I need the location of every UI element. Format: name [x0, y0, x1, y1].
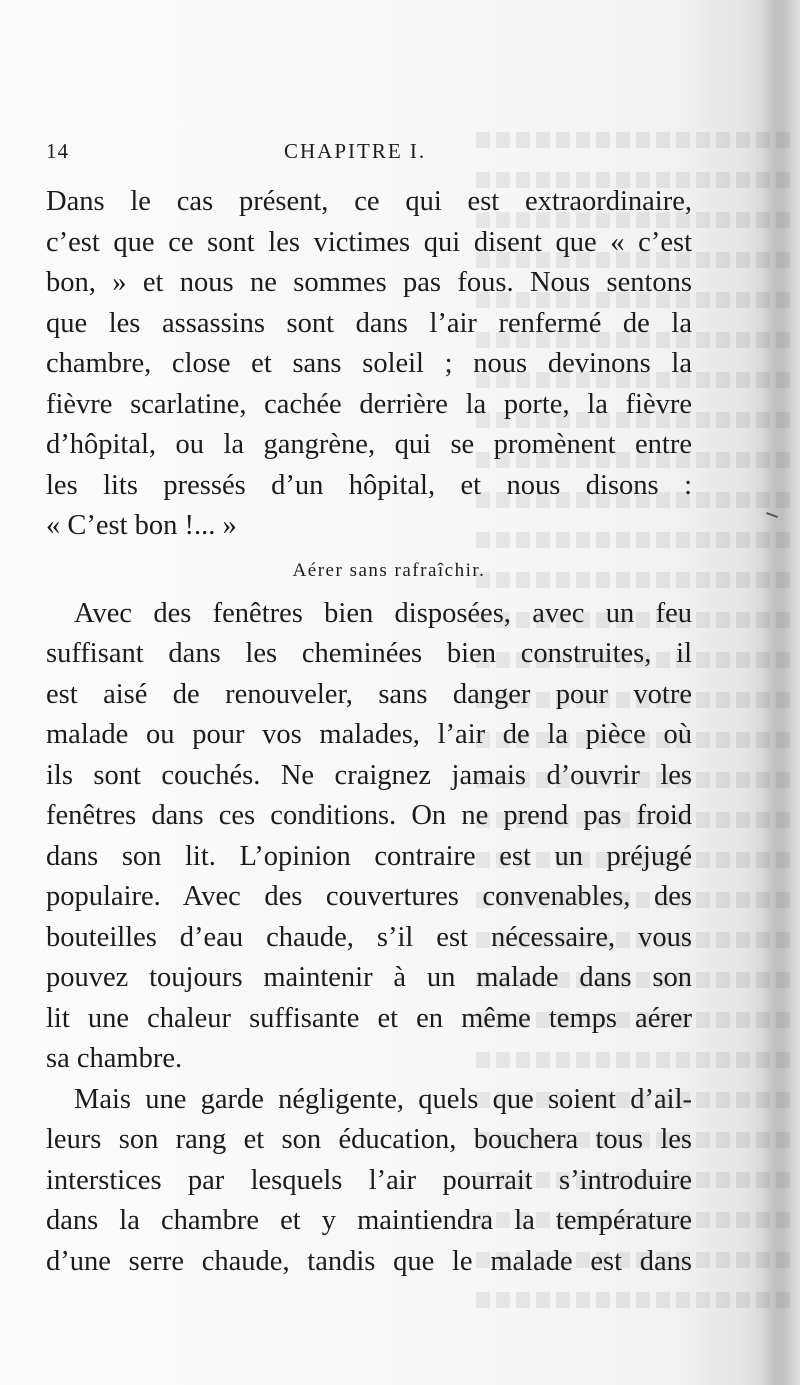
paragraph-2 [46, 594, 692, 1080]
text-line: interstices par lesquels l’air pourrait s’introduire [46, 1164, 692, 1196]
text-line: fièvre scarlatine, cachée derrière la porte, la fièvre [46, 388, 692, 420]
page-text [46, 182, 692, 1282]
text-line: sa chambre. [46, 1043, 183, 1074]
text-line: les lits pressés d’un hôpital, et nous disons : [46, 469, 692, 501]
text-line: malade ou pour vos malades, l’air de la pièce où [46, 719, 692, 750]
text-line: pouvez toujours maintenir à un malade dans son [46, 962, 692, 993]
text-line: dans son lit. L’opinion contraire est un préjugé [46, 840, 692, 872]
text-line: d’une serre chaude, tandis que le malade est dans [46, 1245, 692, 1277]
text-line: bouteilles d’eau chaude, s’il est nécessaire, vous [46, 921, 692, 953]
text-line: leurs son rang et son éducation, bouchera tous les [46, 1124, 692, 1155]
text-line: lit une chaleur suffisante et en même temps aérer [46, 1002, 692, 1034]
text-line: « C’est bon !... » [46, 510, 237, 541]
text-line: Avec des fenêtres bien disposées, avec un feu [74, 597, 692, 629]
text-line: que les assassins sont dans l’air renfermé de la [46, 307, 692, 339]
text-line: suffisant dans les cheminées bien construites, il [46, 638, 692, 669]
text-line: d’hôpital, ou la gangrène, qui se promènent entre [46, 429, 692, 460]
text-line: fenêtres dans ces conditions. On ne prend pas froid [46, 800, 692, 831]
text-line: est aisé de renouveler, sans danger pour votre [46, 678, 692, 710]
running-head: CHAPITRE I. [284, 139, 427, 163]
text-line: populaire. Avec des couvertures convenables, des [46, 881, 692, 912]
text-line: Mais une garde négligente, quels que soient d’ail- [74, 1083, 692, 1115]
text-line: dans la chambre et y maintiendra la température [46, 1205, 692, 1236]
paragraph-3 [46, 1080, 692, 1283]
page-header [46, 139, 686, 169]
page-gutter-shadow [760, 0, 800, 1385]
text-line: Dans le cas présent, ce qui est extraordinaire, [46, 186, 692, 217]
page-number: 14 [46, 139, 69, 163]
text-line: c’est que ce sont les victimes qui disent que « c’est [46, 226, 692, 258]
paragraph-1 [46, 182, 692, 547]
text-line: chambre, close et sans soleil ; nous devinons la [46, 348, 692, 379]
text-line: bon, » et nous ne sommes pas fous. Nous sentons [46, 267, 692, 298]
section-subheading: Aérer sans rafraîchir. [292, 559, 486, 581]
text-line: ils sont couchés. Ne craignez jamais d’ouvrir les [46, 759, 692, 791]
